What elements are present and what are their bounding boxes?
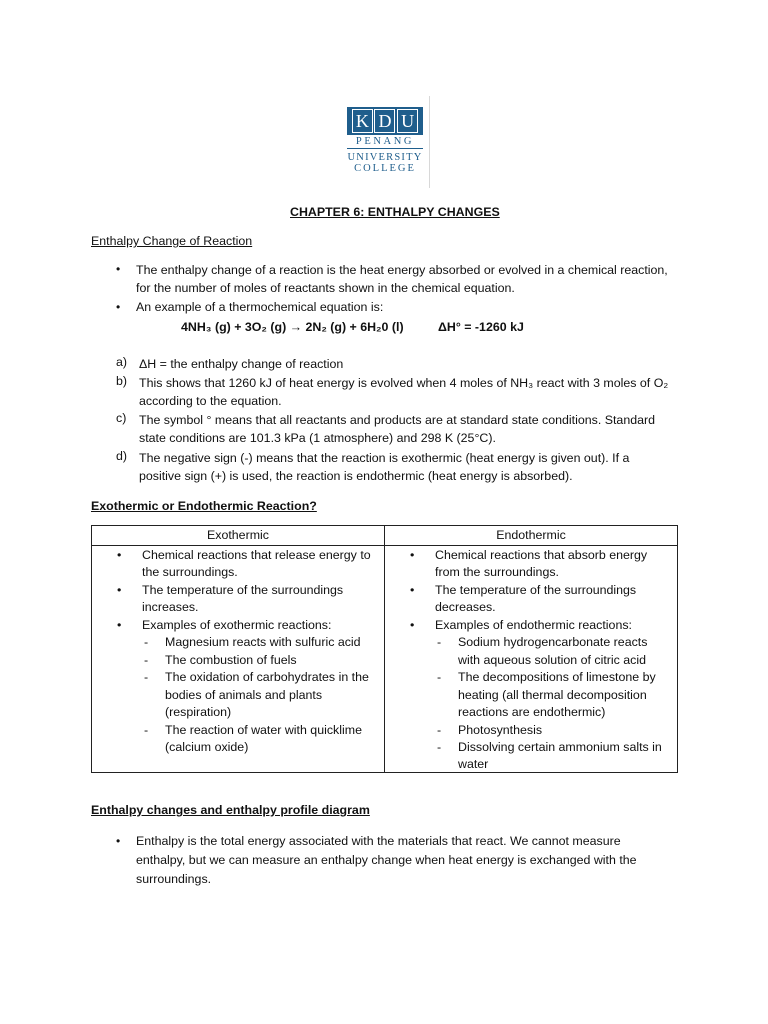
logo-letter-u: U <box>397 109 418 133</box>
table-line: Examples of exothermic reactions: <box>142 618 332 632</box>
section-heading-exo-endo: Exothermic or Endothermic Reaction? <box>91 499 317 513</box>
table-line: Dissolving certain ammonium salts in <box>458 740 662 754</box>
item-text: ΔH = the enthalpy change of reaction <box>139 357 344 371</box>
bullet-icon: • <box>117 548 122 562</box>
kdu-logo <box>343 96 430 188</box>
logo-divider <box>347 148 423 149</box>
table-line: (respiration) <box>165 705 232 719</box>
table-line: decreases. <box>435 600 496 614</box>
table-line: The oxidation of carbohydrates in the <box>165 670 369 684</box>
bullet-icon: • <box>116 262 121 276</box>
logo-college: COLLEGE <box>354 163 416 174</box>
dash-icon: - <box>437 740 442 754</box>
item-letter: b) <box>116 374 128 388</box>
section-heading-enthalpy-change: Enthalpy Change of Reaction <box>91 234 253 248</box>
item-text: The symbol ° means that all reactants and products are at standard state conditions. Standard <box>139 413 656 427</box>
table-line: water <box>458 757 489 771</box>
item-text: positive sign (+) is used, the reaction is endothermic (heat energy is absorbed). <box>139 469 573 483</box>
table-line: reactions are endothermic) <box>458 705 606 719</box>
dash-icon: - <box>437 723 442 737</box>
table-line: The temperature of the surroundings <box>435 583 637 597</box>
table-column-divider <box>384 526 385 772</box>
item-letter: a) <box>116 355 128 369</box>
dash-icon: - <box>437 635 442 649</box>
bullet-icon: • <box>116 834 121 848</box>
logo-penang: PENANG <box>355 136 415 147</box>
thermochemical-equation: 4NH₃ (g) + 3O₂ (g) → 2N₂ (g) + 6H₂0 (l) <box>181 320 404 334</box>
dash-icon: - <box>144 670 149 684</box>
item-letter: d) <box>116 449 128 463</box>
table-line: Chemical reactions that absorb energy <box>435 548 648 562</box>
logo-university: UNIVERSITY <box>347 152 423 163</box>
bullet-text: surroundings. <box>136 872 212 886</box>
item-text: This shows that 1260 kJ of heat energy is evolved when 4 moles of NH₃ react with 3 moles of O₂ <box>139 376 669 390</box>
dash-icon: - <box>144 635 149 649</box>
item-text: The negative sign (-) means that the reaction is exothermic (heat energy is given out). If a <box>139 451 630 465</box>
table-line: with aqueous solution of citric acid <box>458 653 647 667</box>
table-line: increases. <box>142 600 199 614</box>
table-line: from the surroundings. <box>435 565 559 579</box>
bullet-icon: • <box>410 583 415 597</box>
bullet-icon: • <box>410 548 415 562</box>
bullet-icon: • <box>117 583 122 597</box>
table-line: Magnesium reacts with sulfuric acid <box>165 635 361 649</box>
table-line: Chemical reactions that release energy to <box>142 548 371 562</box>
bullet-text: An example of a thermochemical equation is: <box>136 300 384 314</box>
table-header-exothermic: Exothermic <box>207 528 269 542</box>
bullet-text: enthalpy, but we can measure an enthalpy change when heat energy is exchanged with the <box>136 853 637 867</box>
page-title: CHAPTER 6: ENTHALPY CHANGES <box>290 205 500 219</box>
table-line: heating (all thermal decomposition <box>458 688 647 702</box>
table-line: bodies of animals and plants <box>165 688 323 702</box>
table-line: Photosynthesis <box>458 723 543 737</box>
dash-icon: - <box>437 670 442 684</box>
bullet-icon: • <box>116 300 121 314</box>
bullet-text: for the number of moles of reactants shown in the chemical equation. <box>136 281 515 295</box>
table-line: The temperature of the surroundings <box>142 583 344 597</box>
table-line: The decompositions of limestone by <box>458 670 656 684</box>
bullet-text: The enthalpy change of a reaction is the heat energy absorbed or evolved in a chemical reaction, <box>136 263 668 277</box>
item-letter: c) <box>116 411 127 425</box>
table-line: (calcium oxide) <box>165 740 249 754</box>
dash-icon: - <box>144 723 149 737</box>
table-header-divider <box>92 545 677 546</box>
bullet-icon: • <box>117 618 122 632</box>
item-text: according to the equation. <box>139 394 282 408</box>
table-header-endothermic: Endothermic <box>496 528 566 542</box>
table-line: Examples of endothermic reactions: <box>435 618 632 632</box>
logo-letter-k: K <box>352 109 373 133</box>
logo-box <box>347 107 423 135</box>
table-line: The combustion of fuels <box>165 653 297 667</box>
dash-icon: - <box>144 653 149 667</box>
exo-endo-table <box>91 525 678 773</box>
bullet-icon: • <box>410 618 415 632</box>
section-heading-enthalpy-profile: Enthalpy changes and enthalpy profile diagram <box>91 803 370 817</box>
item-text: state conditions are 101.3 kPa (1 atmosphere) and 298 K (25°C). <box>139 431 496 445</box>
table-line: The reaction of water with quicklime <box>165 723 362 737</box>
table-line: the surroundings. <box>142 565 238 579</box>
bullet-text: Enthalpy is the total energy associated with the materials that react. We cannot measure <box>136 834 621 848</box>
table-line: Sodium hydrogencarbonate reacts <box>458 635 648 649</box>
delta-h-value: ΔH° = -1260 kJ <box>438 320 524 334</box>
logo-letter-d: D <box>374 109 395 133</box>
